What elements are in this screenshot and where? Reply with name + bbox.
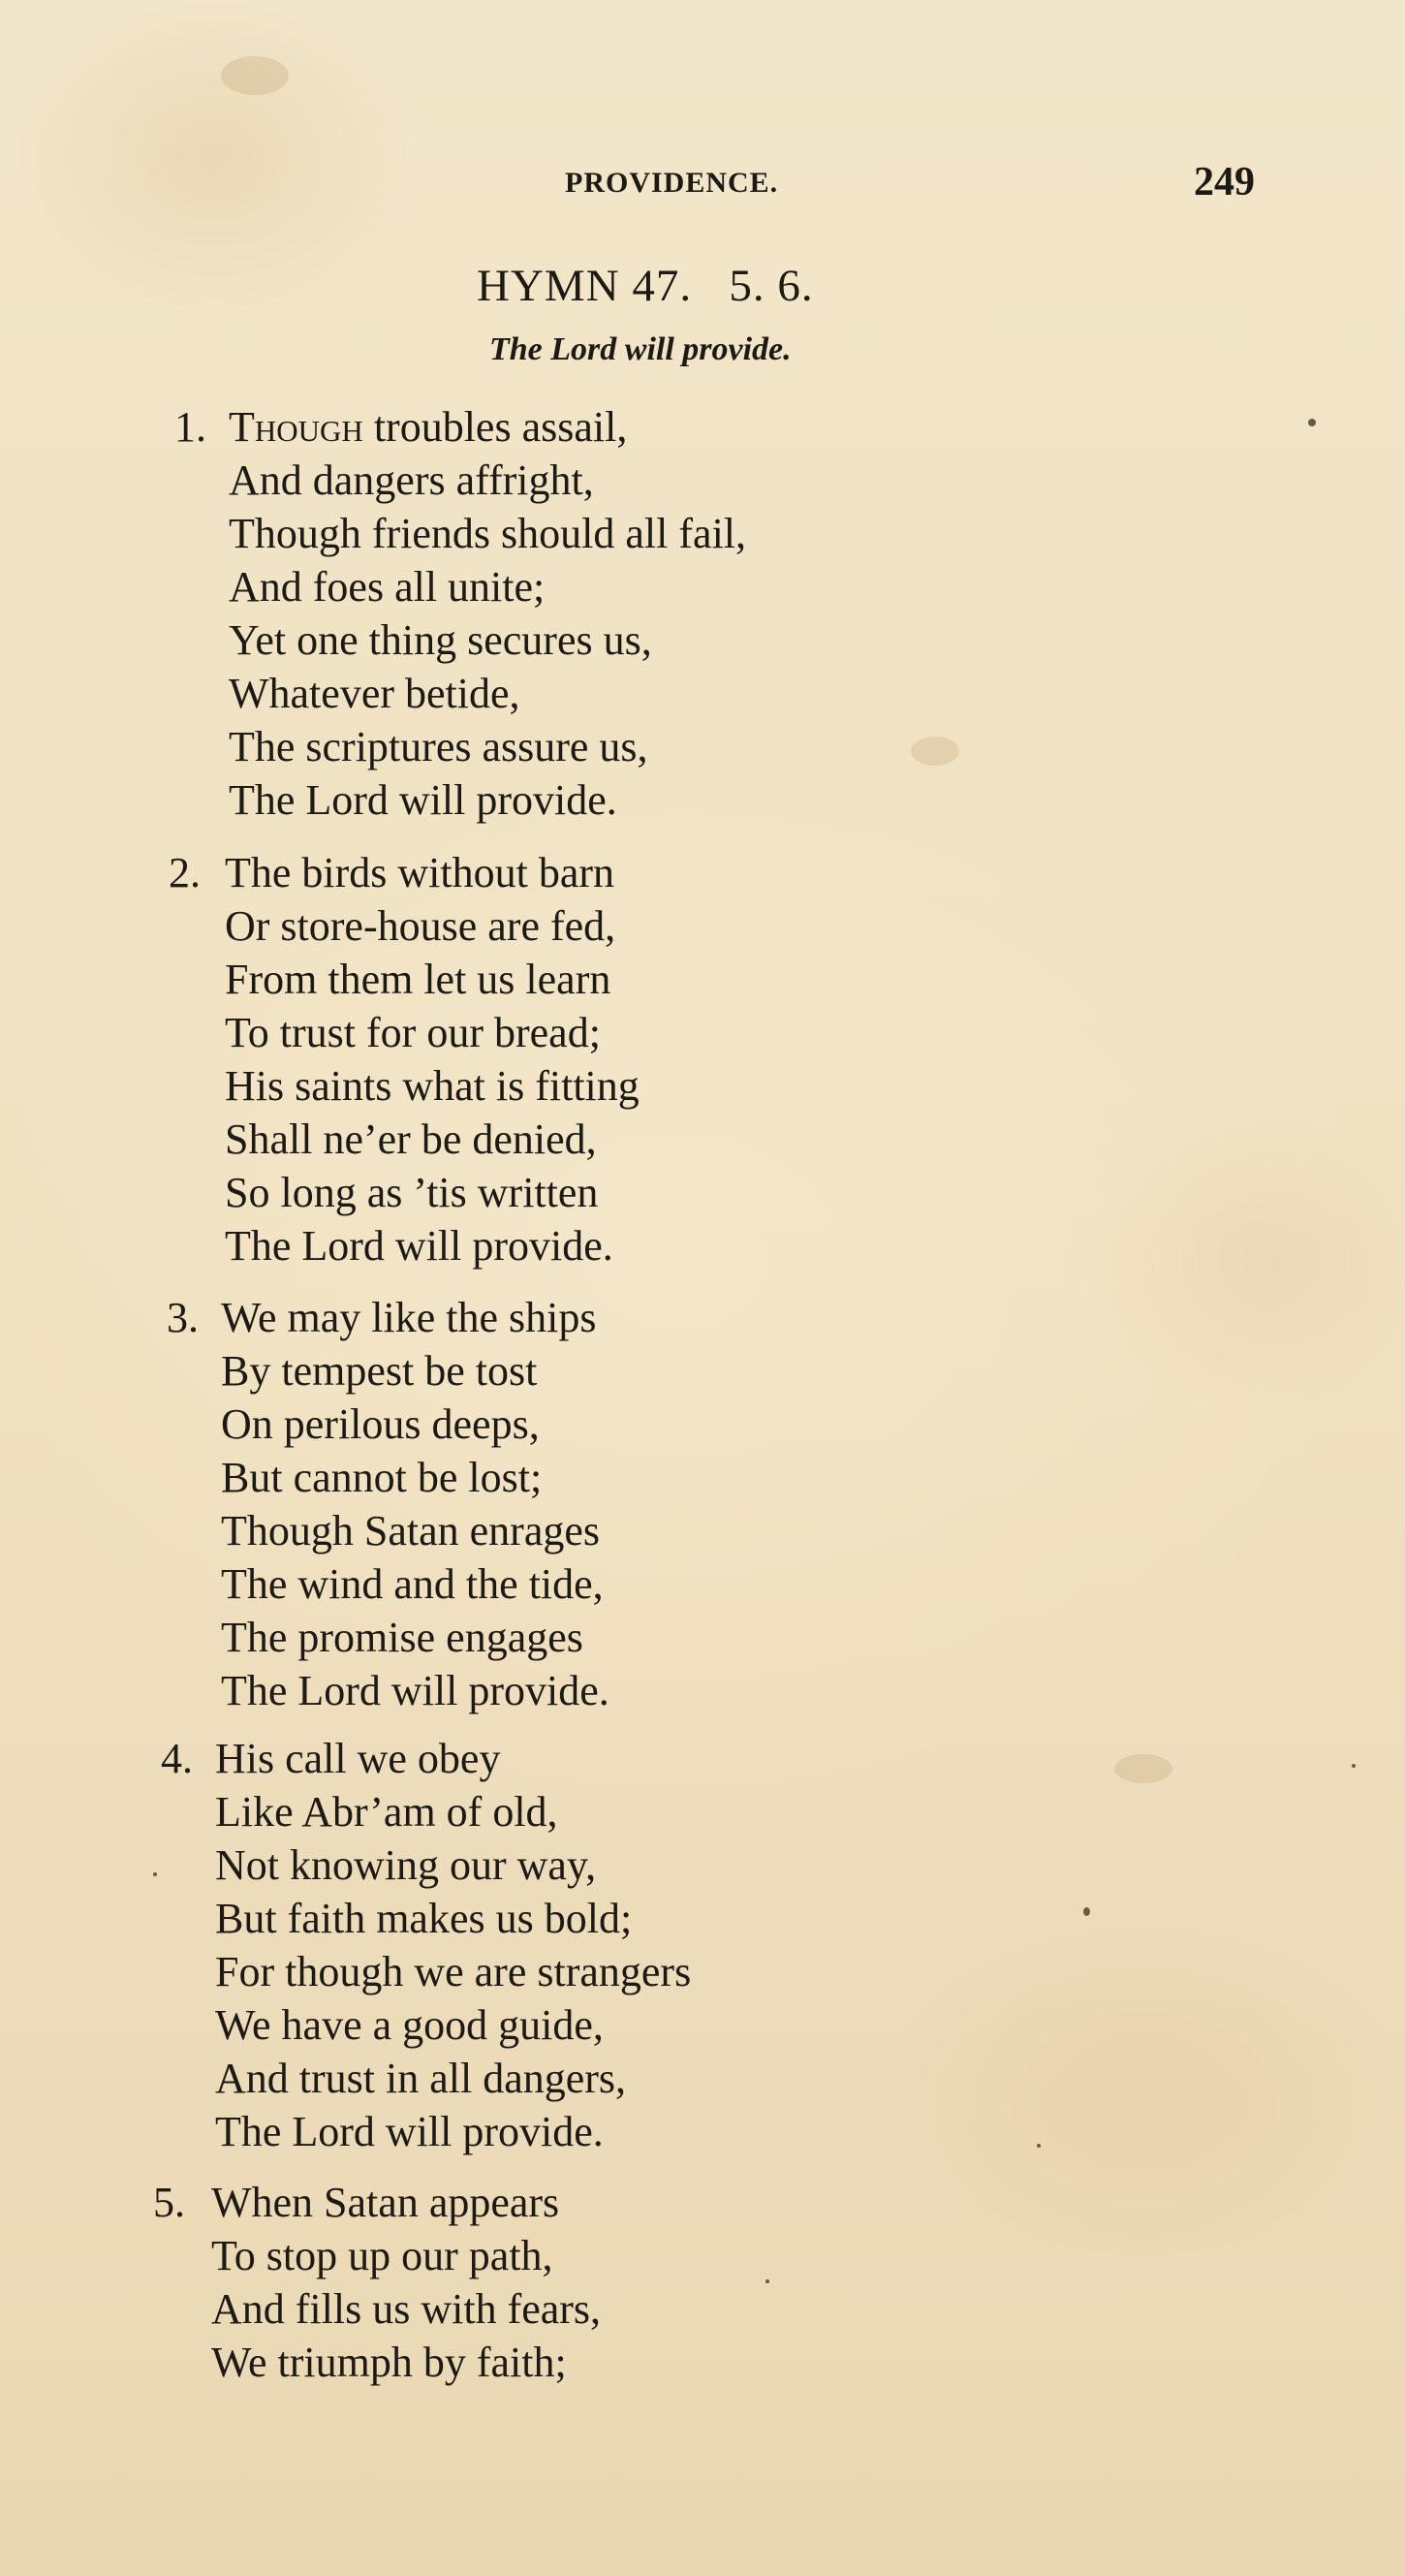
- verse-line: From them let us learn: [225, 956, 611, 1003]
- verse-line: The birds without barn: [225, 849, 615, 896]
- page-number: 249: [1194, 160, 1255, 204]
- verse-line: So long as ’tis written: [225, 1169, 599, 1216]
- stanza-number: 5.: [153, 2179, 185, 2226]
- verse-line: And dangers affright,: [229, 456, 594, 504]
- running-title: PROVIDENCE.: [565, 167, 779, 199]
- verse-line: We have a good guide,: [215, 2001, 604, 2049]
- stanza-number: 1.: [174, 403, 206, 451]
- verse-line: We may like the ships: [221, 1294, 597, 1341]
- stanza-number: 4.: [161, 1735, 193, 1782]
- verse-line: His saints what is fitting: [225, 1062, 640, 1110]
- verse-line: On perilous deeps,: [221, 1400, 540, 1448]
- stanza-number: 3.: [167, 1294, 199, 1341]
- verse-line: But cannot be lost;: [221, 1454, 543, 1501]
- verse-line: The wind and the tide,: [221, 1560, 604, 1608]
- verse-line: Not knowing our way,: [215, 1841, 597, 1889]
- verse-line: When Satan appears: [211, 2179, 560, 2226]
- verse-line: Whatever betide,: [229, 670, 520, 717]
- verse-line: To trust for our bread;: [225, 1009, 601, 1056]
- hymn-heading: HYMN 47. 5. 6.: [477, 261, 814, 311]
- first-word-small-caps: Though: [229, 403, 363, 451]
- first-line-rest: troubles assail,: [362, 403, 628, 451]
- verse-line: Though Satan enrages: [221, 1507, 600, 1555]
- stanza-number: 2.: [169, 849, 201, 896]
- verse-line: We triumph by faith;: [211, 2339, 567, 2386]
- verse-line: The Lord will provide.: [215, 2108, 604, 2155]
- verse-line: Yet one thing secures us,: [229, 616, 652, 664]
- verse-line: The Lord will provide.: [229, 776, 617, 824]
- verse-line: Though friends should all fail,: [229, 510, 747, 557]
- verse-line: The Lord will provide.: [225, 1222, 613, 1270]
- verse-line: To stop up our path,: [211, 2232, 553, 2279]
- verse-line: The promise engages: [221, 1614, 583, 1661]
- verse-line: Shall ne’er be denied,: [225, 1115, 597, 1163]
- verse-line: Or store-house are fed,: [225, 902, 616, 950]
- verse-line: The scriptures assure us,: [229, 723, 648, 770]
- verse-line: And trust in all dangers,: [215, 2055, 627, 2102]
- verse-line: His call we obey: [215, 1735, 501, 1782]
- verse-line: The Lord will provide.: [221, 1667, 609, 1714]
- verse-line: And foes all unite;: [229, 563, 546, 611]
- verse-line: But faith makes us bold;: [215, 1895, 633, 1942]
- verse-line: By tempest be tost: [221, 1347, 538, 1395]
- verse-line: And fills us with fears,: [211, 2285, 602, 2333]
- hymn-subtitle: The Lord will provide.: [489, 331, 792, 367]
- verse-line: For though we are strangers: [215, 1948, 692, 1995]
- verse-line: Like Abr’am of old,: [215, 1788, 558, 1836]
- verse-line: [229, 400, 627, 454]
